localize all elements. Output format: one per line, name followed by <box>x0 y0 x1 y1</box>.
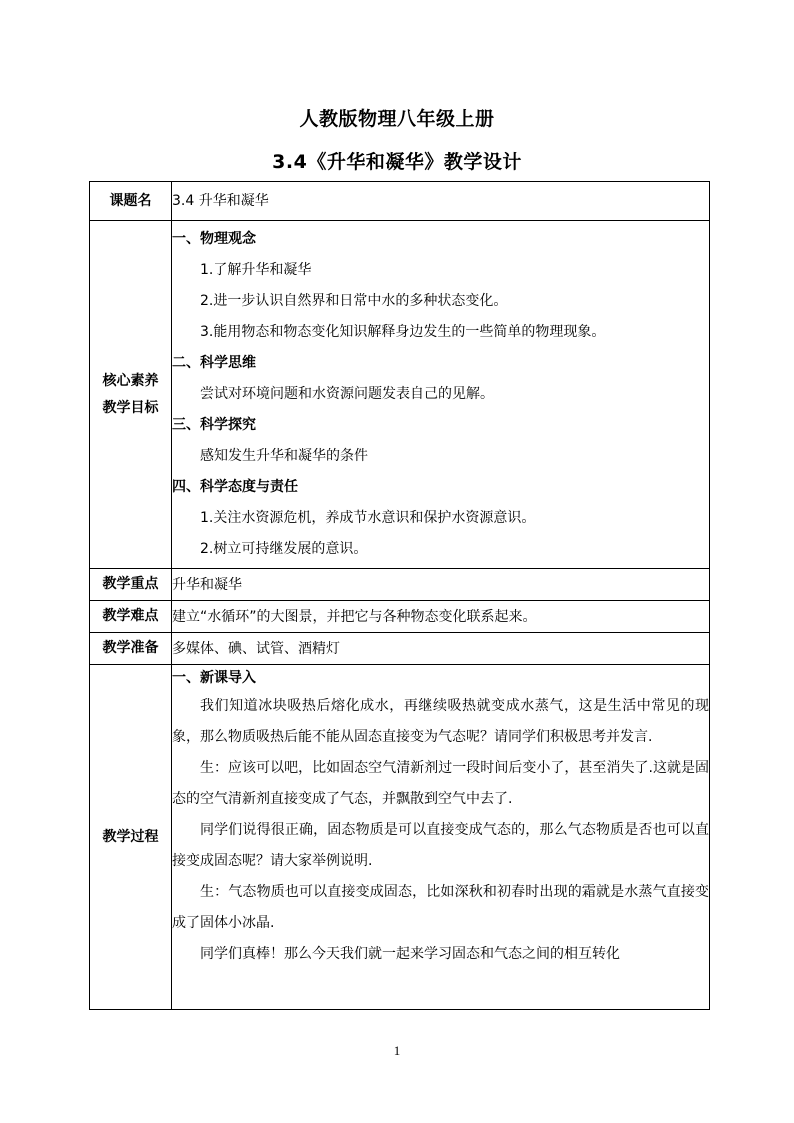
lesson-plan-table <box>89 181 710 1010</box>
goal-item: 2.进一步认识自然界和日常中水的多种状态变化。 <box>200 293 508 309</box>
difficulties-value: 建立“水循环”的大图景，并把它与各种物态变化联系起来。 <box>172 601 710 633</box>
process-paragraph: 同学们真棒！那么今天我们就一起来学习固态和气态之间的相互转化 <box>200 946 620 962</box>
process-paragraph: 同学们说得很正确，固态物质是可以直接变成气态的，那么气态物质是否也可以直接变成固态呢？请大家举例说明. <box>172 822 709 869</box>
document-subtitle: 3.4《升华和凝华》教学设计 <box>272 151 522 173</box>
process-heading: 一、新课导入 <box>172 670 256 686</box>
process-paragraph: 生：气态物质也可以直接变成固态，比如深秋和初春时出现的霜就是水蒸气直接变成了固体小冰晶. <box>172 884 709 931</box>
key-points-label: 教学重点 <box>90 569 172 601</box>
goal-heading-3: 三、科学探究 <box>172 417 256 433</box>
preparation-value: 多媒体、碘、试管、酒精灯 <box>172 633 710 665</box>
goal-item: 3.能用物态和物态变化知识解释身边发生的一些简单的物理现象。 <box>200 324 606 340</box>
goal-heading-4: 四、科学态度与责任 <box>172 479 298 495</box>
row-goals <box>90 221 710 569</box>
key-points-value: 升华和凝华 <box>172 569 710 601</box>
process-content <box>172 665 710 1010</box>
process-paragraph: 生：应该可以吧，比如固态空气清新剂过一段时间后变小了，甚至消失了.这就是固态的空气清新剂直接变成了气态，并飘散到空气中去了. <box>172 760 709 807</box>
row-key-points <box>90 569 710 601</box>
course-name-value: 3.4 升华和凝华 <box>172 182 710 221</box>
course-name-label: 课题名 <box>90 182 172 221</box>
difficulties-label: 教学难点 <box>90 601 172 633</box>
goal-heading-2: 二、科学思维 <box>172 355 256 371</box>
document-title: 人教版物理八年级上册 <box>299 108 495 130</box>
process-paragraph: 我们知道冰块吸热后熔化成水，再继续吸热就变成水蒸气，这是生活中常见的现象，那么物质吸热后能不能从固态直接变为气态呢？请同学们积极思考并发言. <box>172 698 709 745</box>
row-preparation <box>90 633 710 665</box>
row-process <box>90 665 710 1010</box>
goal-item: 1.关注水资源危机，养成节水意识和保护水资源意识。 <box>200 510 536 526</box>
row-difficulties <box>90 601 710 633</box>
goal-item: 2.树立可持继发展的意识。 <box>200 541 368 557</box>
goal-item: 感知发生升华和凝华的条件 <box>200 448 368 464</box>
goal-item: 尝试对环境问题和水资源问题发表自己的见解。 <box>200 386 494 402</box>
preparation-label: 教学准备 <box>90 633 172 665</box>
row-course-name <box>90 182 710 221</box>
goals-label-line2: 教学目标 <box>102 399 159 416</box>
goals-label-line1: 核心素养 <box>102 372 159 389</box>
goals-content <box>172 221 710 569</box>
goals-label <box>90 221 172 569</box>
process-label: 教学过程 <box>90 665 172 1010</box>
page-number: 1 <box>393 1043 401 1058</box>
goal-item: 1.了解升华和凝华 <box>200 262 312 278</box>
goal-heading-1: 一、物理观念 <box>172 231 256 247</box>
